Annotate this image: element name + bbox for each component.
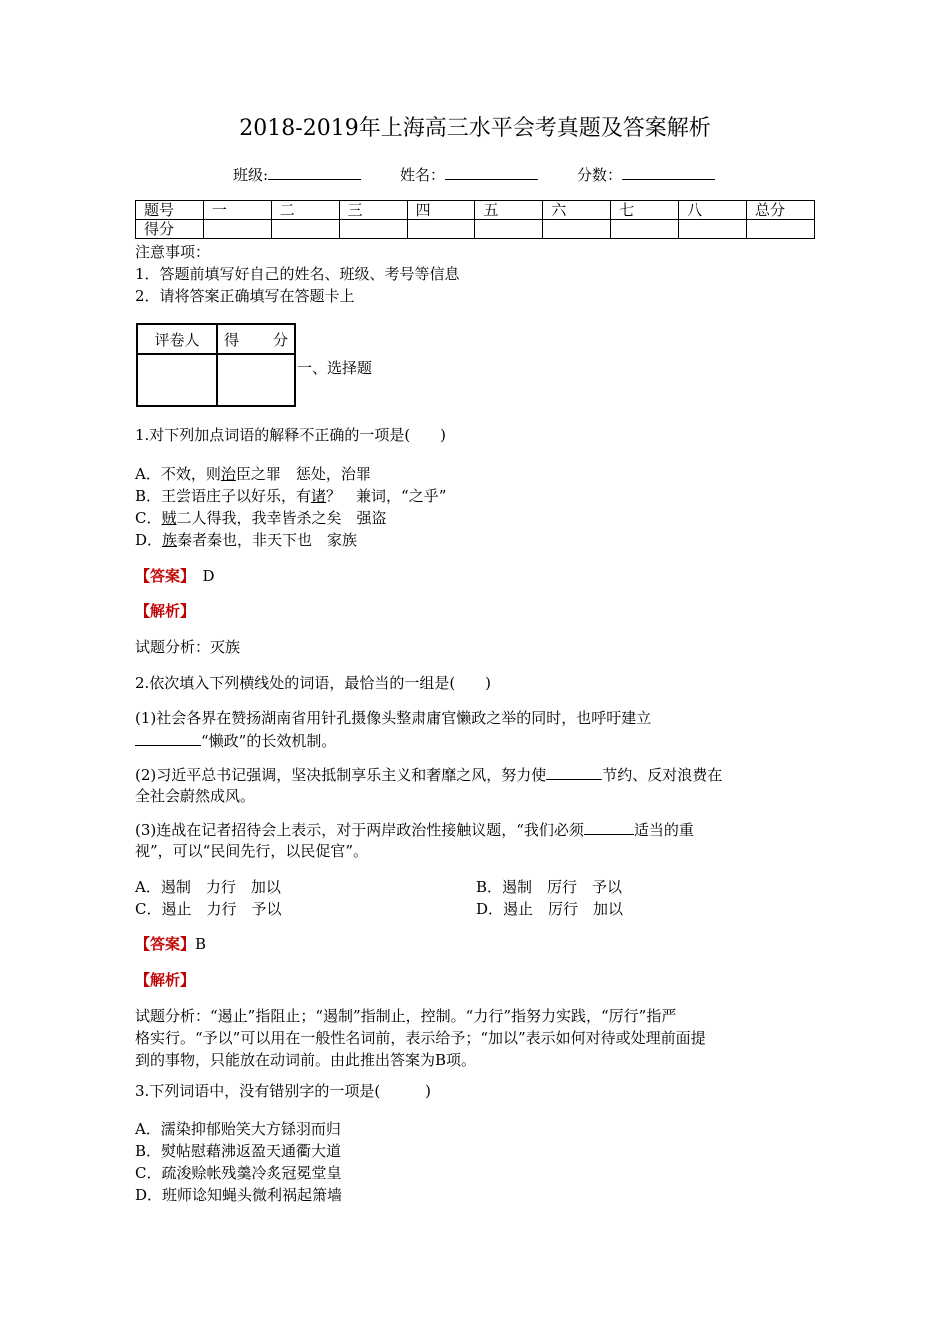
score-table-header-row	[136, 201, 815, 220]
sentence-text: “懒政”的长效机制。	[201, 732, 337, 750]
score-header-cell: 一	[203, 201, 271, 220]
reviewer-cell[interactable]	[137, 354, 217, 406]
name-blank	[445, 163, 538, 180]
option-text: D．	[135, 531, 163, 549]
q2-option-d: D．遏止 厉行 加以	[476, 900, 624, 918]
sentence-text: (3)连战在记者招待会上表示，对于两岸政治性接触议题，“我们必须	[135, 821, 584, 839]
option-text: 臣之罪 惩处，治罪	[235, 465, 371, 483]
page-title: 2018-2019年上海高三水平会考真题及答案解析	[239, 116, 711, 141]
q1-option-a	[135, 463, 371, 485]
score-cell[interactable]	[679, 220, 747, 239]
q3-stem: 3.下列词语中，没有错别字的一项是( )	[135, 1082, 432, 1100]
q2-analysis-line: 试题分析：“遏止”指阻止；“遏制”指制止，控制。“力行”指努力实践，“厉行”指严	[135, 1007, 677, 1025]
q1-option-d	[135, 529, 357, 551]
q2-analysis-line: 到的事物，只能放在动词前。由此推出答案为B项。	[135, 1051, 477, 1069]
q2-sentence-2	[135, 763, 722, 786]
section-title: 一、选择题	[297, 359, 373, 377]
score-cell[interactable]	[407, 220, 475, 239]
q3-option-c: C．疏浚赊帐残羹冷炙冠冕堂皇	[135, 1164, 342, 1182]
dotted-word: 贼	[161, 509, 177, 527]
q3-option-d: D．班师谂知蝇头微利祸起箫墙	[135, 1186, 343, 1204]
q2-sentence-1-cont	[135, 729, 336, 752]
class-label: 班级:	[233, 166, 269, 184]
score-table	[135, 200, 815, 239]
score-row-label: 得分	[136, 220, 204, 239]
score-header-cell: 四	[407, 201, 475, 220]
q1-option-c	[135, 507, 387, 529]
answer-value: B	[195, 935, 207, 953]
sentence-text: (2)习近平总书记强调，坚决抵制享乐主义和奢靡之风，努力使	[135, 766, 547, 784]
option-text: ？ 兼词，“之乎”	[326, 487, 447, 505]
dotted-word: 诸	[311, 487, 327, 505]
fill-blank	[584, 818, 634, 835]
score-header-cell: 七	[611, 201, 679, 220]
answer-label: 【答案】	[135, 567, 188, 585]
fill-blank	[135, 729, 201, 746]
q2-sentence-3	[135, 818, 694, 841]
option-text: 秦者秦也，非天下也 家族	[177, 531, 358, 549]
score-header-cell: 六	[543, 201, 611, 220]
score-cell[interactable]	[611, 220, 679, 239]
score-header-cell: 总分	[747, 201, 815, 220]
option-text: B．王尝语庄子以好乐，有	[135, 487, 312, 505]
class-field	[233, 163, 361, 186]
score-label: 分数：	[577, 166, 623, 184]
q2-sentence-2-cont: 全社会蔚然成风。	[135, 787, 256, 805]
score-cell[interactable]	[543, 220, 611, 239]
sentence-text: 节约、反对浪费在	[602, 766, 723, 784]
score-header-cell: 题号	[136, 201, 204, 220]
option-text: 二人得我，我幸皆杀之矣 强盗	[176, 509, 387, 527]
score-cell[interactable]	[747, 220, 815, 239]
score-header-cell: 八	[679, 201, 747, 220]
grader-score-cell[interactable]	[217, 354, 295, 406]
score-table-score-row	[136, 220, 815, 239]
notes-item: 2．请将答案正确填写在答题卡上	[135, 287, 355, 305]
name-label: 姓名：	[400, 166, 446, 184]
q1-stem: 1.对下列加点词语的解释不正确的一项是( )	[135, 426, 447, 444]
q3-option-a: A．濡染抑郁贻笑大方铩羽而归	[135, 1120, 341, 1138]
class-blank	[268, 163, 361, 180]
dotted-word: 治	[220, 465, 236, 483]
score-field	[577, 163, 715, 186]
sentence-text: 适当的重	[633, 821, 694, 839]
score-header-cell: 五	[475, 201, 543, 220]
score-cell[interactable]	[203, 220, 271, 239]
grader-table	[136, 323, 296, 407]
q2-option-a: A．遏制 力行 加以	[135, 878, 281, 896]
score-label-cell	[217, 324, 295, 354]
q2-answer	[135, 933, 206, 955]
score-blank	[622, 163, 715, 180]
name-field	[400, 163, 538, 186]
reviewer-label-cell	[137, 324, 217, 354]
score-header-cell: 二	[271, 201, 339, 220]
score-cell[interactable]	[475, 220, 543, 239]
q1-analysis: 试题分析：灭族	[135, 638, 241, 656]
q3-option-b: B．熨帖慰藉沸返盈天通衢大道	[135, 1142, 342, 1160]
score-label-b: 分	[272, 330, 288, 349]
dotted-word: 族	[162, 531, 178, 549]
notes-heading: 注意事项：	[135, 243, 211, 261]
q2-option-b: B．遏制 厉行 予以	[476, 878, 623, 896]
q2-sentence-1: (1)社会各界在赞扬湖南省用针孔摄像头整肃庸官懒政之举的同时，也呼吁建立	[135, 709, 652, 727]
q1-option-b	[135, 485, 446, 507]
score-label-a: 得	[224, 330, 240, 349]
answer-value: D	[187, 567, 215, 585]
q2-option-c: C．遏止 力行 予以	[135, 900, 282, 918]
option-text: A．不效，则	[135, 465, 221, 483]
reviewer-label: 评卷人	[154, 330, 200, 349]
q2-sentence-3-cont: 视”，可以“民间先行，以民促官”。	[135, 842, 369, 860]
notes-item: 1．答题前填写好自己的姓名、班级、考号等信息	[135, 265, 460, 283]
q1-analysis-label: 【解析】	[135, 602, 196, 620]
answer-label: 【答案】	[135, 935, 196, 953]
score-header-cell: 三	[339, 201, 407, 220]
fill-blank	[546, 763, 602, 780]
option-text: C．	[135, 509, 162, 527]
q2-analysis-label: 【解析】	[135, 971, 196, 989]
q2-stem: 2.依次填入下列横线处的词语，最恰当的一组是( )	[135, 674, 492, 692]
q2-analysis-line: 格实行。“予以”可以用在一般性名词前，表示给予；“加以”表示如何对待或处理前面提	[135, 1029, 706, 1047]
score-cell[interactable]	[271, 220, 339, 239]
score-cell[interactable]	[339, 220, 407, 239]
q1-answer	[135, 565, 215, 587]
